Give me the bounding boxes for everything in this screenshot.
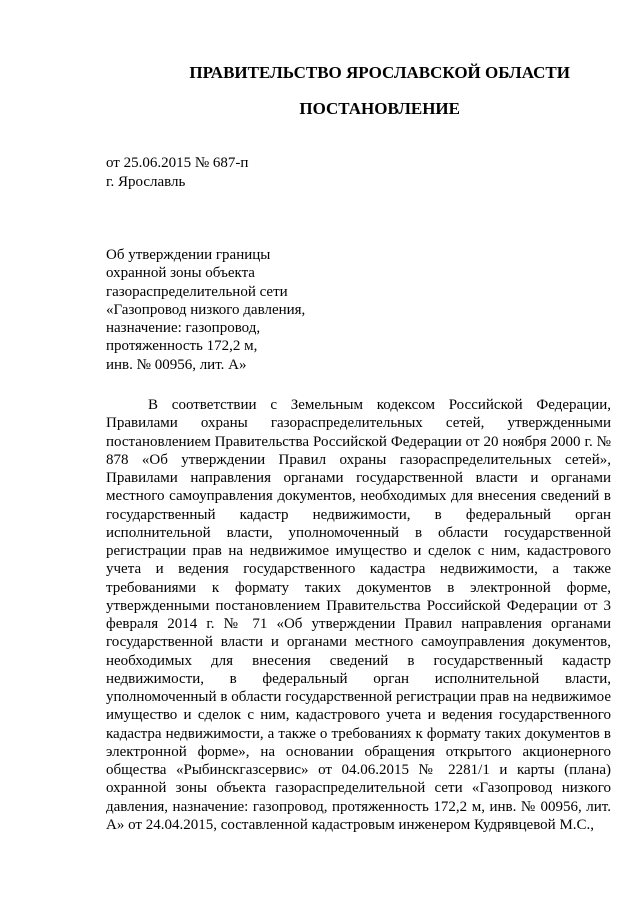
subject-line: протяженность 172,2 м,	[106, 338, 258, 355]
document-type: ПОСТАНОВЛЕНИЕ	[299, 99, 460, 118]
subject-line: инв. № 00956, лит. А»	[106, 356, 247, 373]
subject-line: назначение: газопровод,	[106, 320, 261, 337]
document-meta	[106, 154, 248, 192]
government-title: ПРАВИТЕЛЬСТВО ЯРОСЛАВСКОЙ ОБЛАСТИ	[189, 63, 570, 82]
subject-line: охранной зоны объекта	[106, 265, 255, 282]
city: г. Ярославль	[106, 174, 186, 190]
date-number: от 25.06.2015 № 687-п	[106, 155, 249, 171]
subject-line: газораспределительной сети	[106, 283, 288, 300]
subject-line: Об утверждении границы	[106, 247, 271, 263]
subject-line: «Газопровод низкого давления,	[106, 301, 306, 318]
document-subject	[106, 246, 305, 374]
body-paragraph: В соответствии с Земельным кодексом Российской Федерации, Правилами охраны газораспределительных сетей, утвержденными постановлением Правительства Российской Федерации от 20 ноября 2000 г. № 878 «Об утверждении Правил охраны газораспределительных сетей», Правилами направления органами государственной власти и органами местного самоуправления документов, необходимых для внесения сведений в государственный кадастр недвижимости, в федеральный орган исполнительной власти, уполномоченный в области государственной регистрации прав на недвижимое имущество и сделок с ним, кадастрового учета и ведения государственного кадастра недвижимости, а также требованиями к формату таких документов в электронной форме, утвержденными постановлением Правительства Российской Федерации от 3 февраля 2014 г. № 71 «Об утверждении Правил направления органами государственной власти и органами местного самоуправления документов, необходимых для внесения сведений в государственный кадастр недвижимости, в федеральный орган исполнительной власти, уполномоченный в области государственной регистрации прав на недвижимое имущество и сделок с ним, кадастрового учета и ведения государственного кадастра недвижимости, а также о требованиях к формату таких документов в электронной форме», на основании обращения открытого акционерного общества «Рыбинскгазсервис» от 04.06.2015 № 2281/1 и карты (плана) охранной зоны объекта газораспределительной сети «Газопровод низкого давления, назначение: газопровод, протяженность 172,2 м, инв. № 00956, лит. А» от 24.04.2015, составленной кадастровым инженером Кудрявцевой М.С.,	[106, 397, 611, 833]
